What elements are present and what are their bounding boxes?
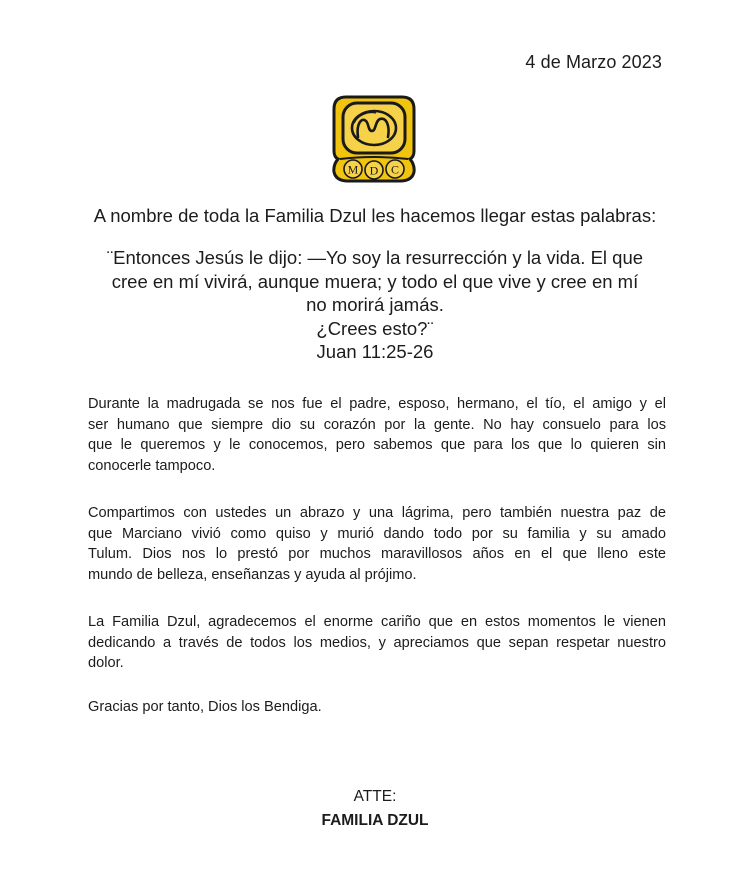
- paragraph-2: [88, 503, 666, 585]
- paragraph-line: Compartimos con ustedes un abrazo y una lágrima, pero también nuestra paz de: [88, 505, 666, 521]
- closing-atte: ATTE:: [353, 788, 397, 805]
- mdc-family-logo: [332, 93, 416, 185]
- paragraph-3: [88, 612, 666, 674]
- verse-line: ¨Entonces Jesús le dijo: —Yo soy la resurrección y la vida. El que: [106, 247, 644, 268]
- verse-line: no morirá jamás.: [306, 294, 444, 315]
- logo-letter-c: C: [390, 162, 400, 177]
- paragraph-line: Durante la madrugada se nos fue el padre, esposo, hermano, el tío, el amigo y el: [88, 396, 666, 412]
- bible-verse: [95, 246, 655, 364]
- verse-line: ¿Crees esto?¨: [316, 317, 434, 339]
- paragraph-line: dolor.: [88, 655, 124, 671]
- paragraph-line: que le queremos y le conocemos, pero sabemos que para los que lo quieren sin: [88, 437, 666, 453]
- verse-line: cree en mí vivirá, aunque muera; y todo el que vive y cree en mí: [111, 270, 639, 292]
- paragraph-line: conocerle tampoco.: [88, 457, 216, 474]
- paragraph-1: [88, 394, 666, 476]
- paragraph-line: Tulum. Dios nos lo prestó por muchos maravillosos años en el que lleno este: [88, 546, 666, 562]
- logo-letter-m: M: [347, 162, 359, 177]
- paragraph-line: que Marciano vivió como quiso y murió dando todo por su familia y su amado: [88, 525, 666, 542]
- paragraph-line: mundo de belleza, enseñanzas y ayuda al prójimo.: [88, 566, 417, 583]
- paragraph-line: La Familia Dzul, agradecemos el enorme cariño que en estos momentos le vienen: [88, 614, 666, 630]
- letter-date: 4 de Marzo 2023: [525, 52, 662, 72]
- logo-letter-d: D: [369, 163, 379, 178]
- paragraph-line: dedicando a través de todos los medios, y apreciamos que sepan respetar nuestro: [88, 634, 666, 651]
- paragraph-4: [88, 697, 666, 718]
- signature-family: FAMILIA DZUL: [321, 812, 429, 829]
- intro-line: A nombre de toda la Familia Dzul les hacemos llegar estas palabras:: [93, 205, 657, 226]
- paragraph-line: Gracias por tanto, Dios los Bendiga.: [88, 699, 322, 715]
- paragraph-line: ser humano que siempre dio su corazón por la gente. No hay consuelo para los: [88, 416, 666, 433]
- verse-reference: Juan 11:25-26: [316, 341, 434, 362]
